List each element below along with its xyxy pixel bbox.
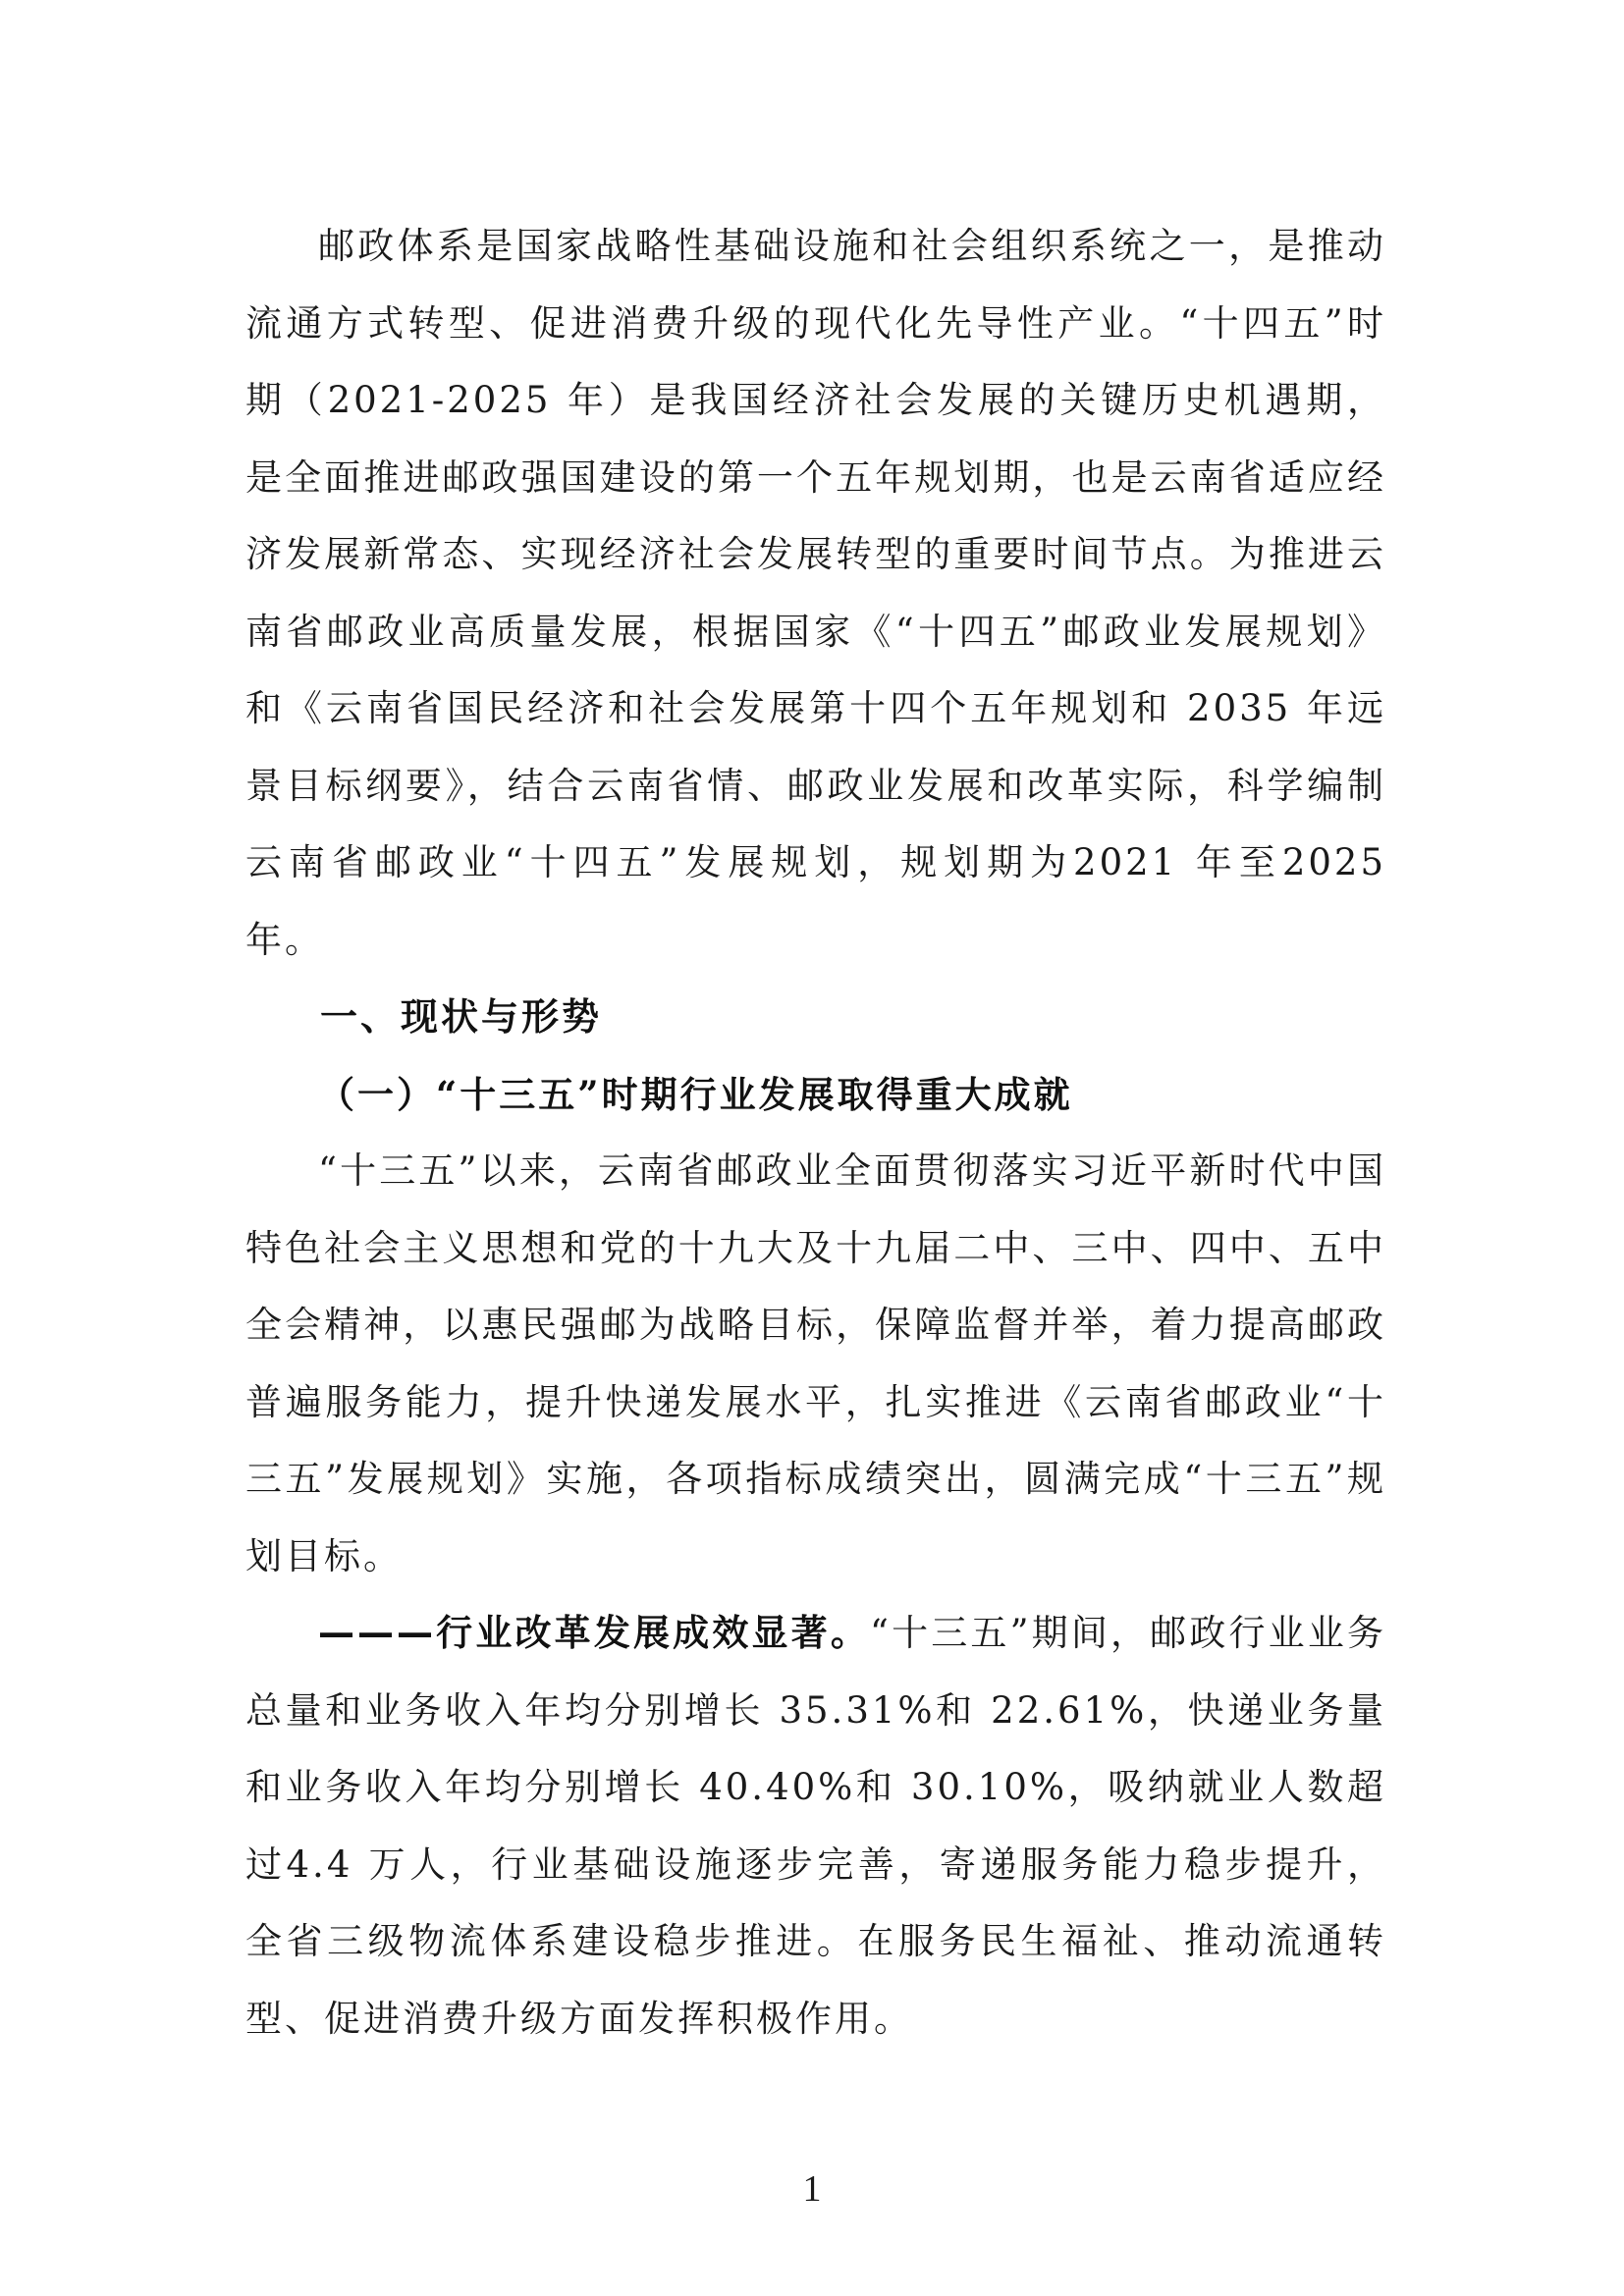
section-heading: 一、现状与形势 bbox=[320, 995, 603, 1039]
reform-paragraph bbox=[245, 1595, 1386, 2057]
page-number: 1 bbox=[802, 2168, 822, 2210]
reform-lead-text: ———行业改革发展成效显著。 bbox=[318, 1612, 870, 1654]
subsection-heading: （一）“十三五”时期行业发展取得重大成就 bbox=[318, 1072, 1073, 1116]
intro-paragraph: 邮政体系是国家战略性基础设施和社会组织系统之一，是推动流通方式转型、促进消费升级的现代化先导性产业。“十四五”时期（2021-2025 年）是我国经济社会发展的关键历史机遇期，是全面推进邮政强国建设的第一个五年规划期，也是云南省适应经济发展新常态、实现经济社会发展转型的重要时间节点。为推进云南省邮政业高质量发展，根据国家《“十四五”邮政业发展规划》和《云南省国民经济和社会发展第十四个五年规划和 2035 年远景目标纲要》，结合云南省情、邮政业发展和改革实际，科学编制云南省邮政业“十四五”发展规划，规划期为2021 年至2025 年。 bbox=[245, 225, 1386, 961]
document-body bbox=[245, 208, 1386, 2057]
achievements-paragraph: “十三五”以来，云南省邮政业全面贯彻落实习近平新时代中国特色社会主义思想和党的十九大及十九届二中、三中、四中、五中全会精神，以惠民强邮为战略目标，保障监督并举，着力提高邮政普遍服务能力，提升快递发展水平，扎实推进《云南省邮政业“十三五”发展规划》实施，各项指标成绩突出，圆满完成“十三五”规划目标。 bbox=[245, 1149, 1386, 1577]
reform-body-text: “十三五”期间，邮政行业业务总量和业务收入年均分别增长 35.31%和 22.61%，快递业务量和业务收入年均分别增长 40.40%和 30.10%，吸纳就业人数超过4.4 万人，行业基础设施逐步完善，寄递服务能力稳步提升，全省三级物流体系建设稳步推进。在服务民生福祉、推动流通转型、促进消费升级方面发挥积极作用。 bbox=[245, 1612, 1386, 2040]
